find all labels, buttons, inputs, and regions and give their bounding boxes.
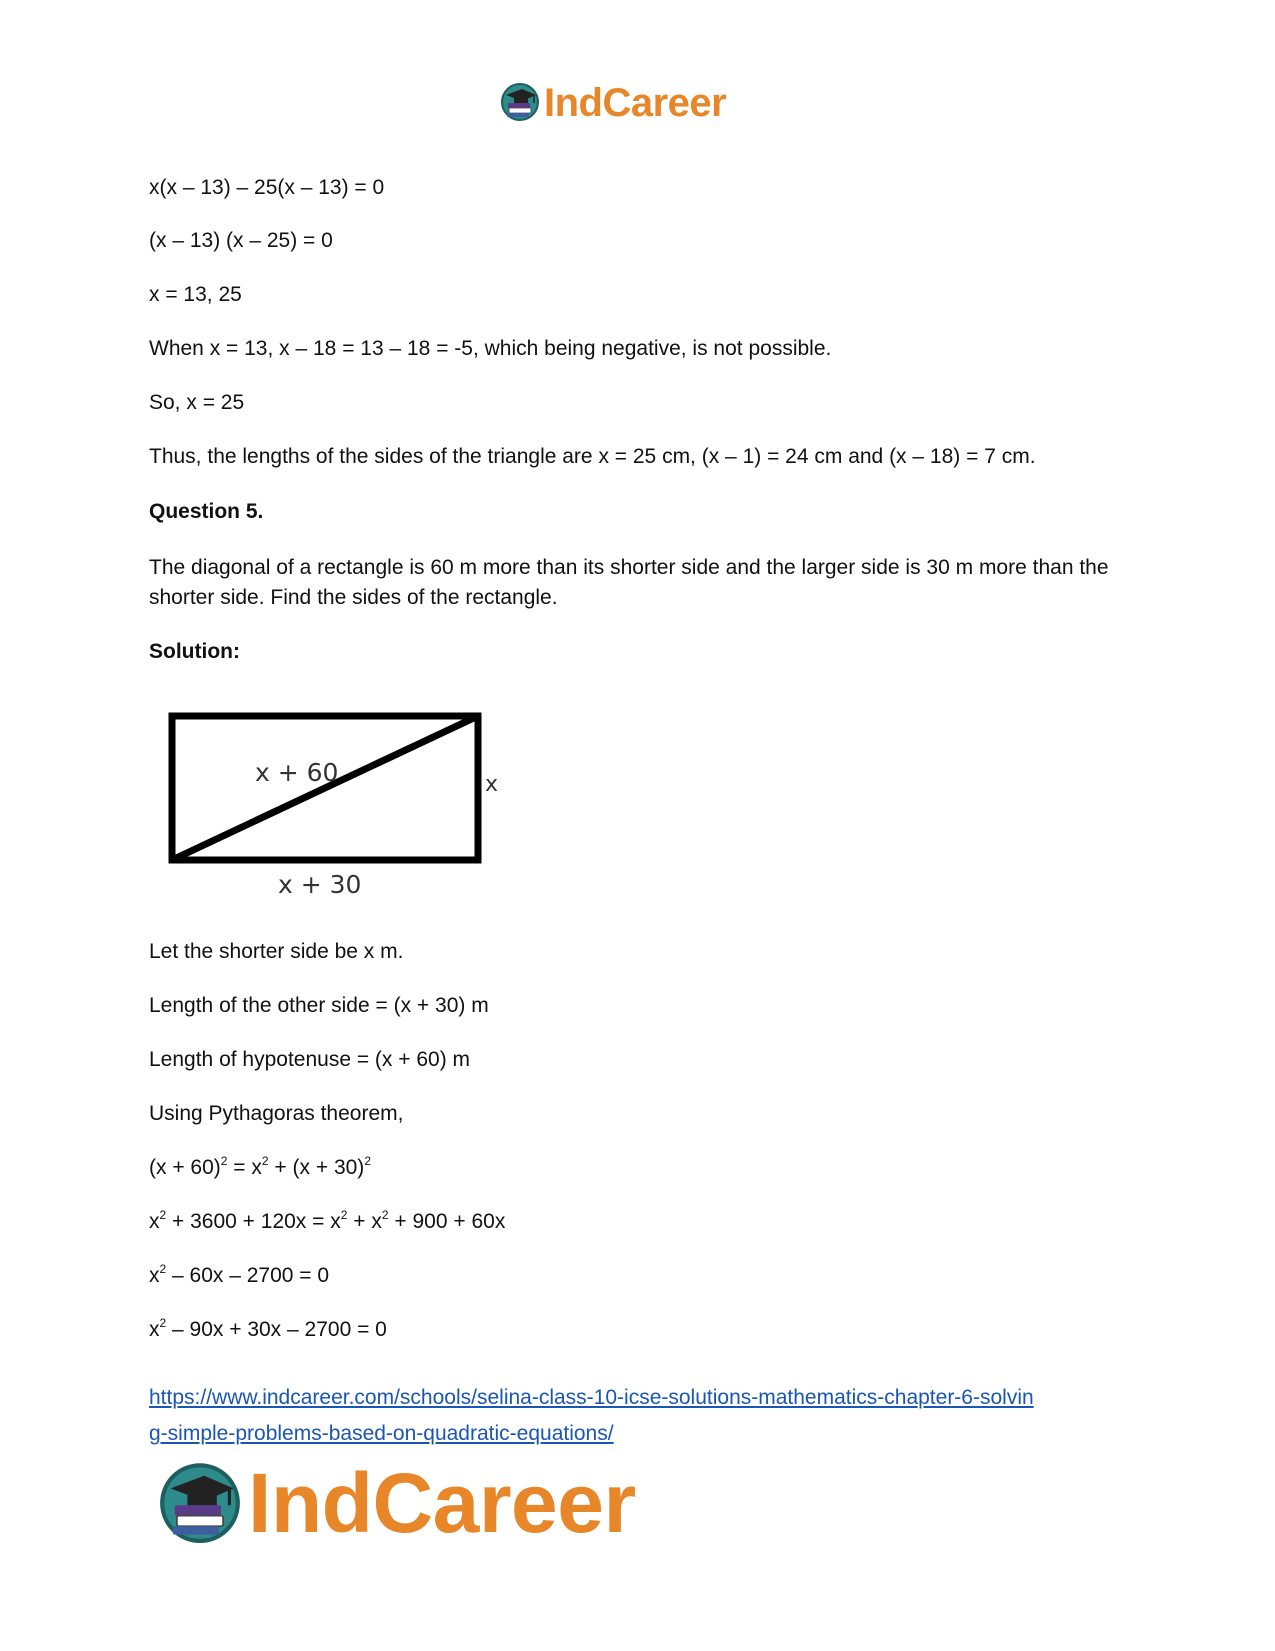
- text-line: Let the shorter side be x m.: [149, 940, 404, 963]
- equation-line: (x – 13) (x – 25) = 0: [149, 229, 333, 252]
- solution-heading: Solution:: [149, 640, 240, 663]
- rectangle-diagram: [160, 712, 520, 912]
- text-line: Using Pythagoras theorem,: [149, 1102, 404, 1125]
- text-line: Length of the other side = (x + 30) m: [149, 994, 489, 1017]
- brand-name: IndCareer: [248, 1456, 636, 1550]
- conclusion-line: Thus, the lengths of the sides of the triangle are x = 25 cm, (x – 1) = 24 cm and (x – 18) = 7 cm.: [149, 445, 1036, 468]
- equation-line: $x^2 - 60x - 2700 = 0$: [149, 1262, 330, 1287]
- question-heading: Question 5.: [149, 500, 264, 523]
- equation-line: So, x = 25: [149, 391, 245, 414]
- equation-line: $x^2 - 90x + 30x - 2700 = 0$: [149, 1316, 387, 1341]
- equation-line: $(x + 60)^2 = x^2 + (x + 30)^2$: [149, 1154, 371, 1179]
- text-line: Length of hypotenuse = (x + 60) m: [149, 1048, 471, 1071]
- header-logo: [500, 78, 726, 128]
- graduation-cap-books-globe-icon: [158, 1459, 242, 1548]
- rectangle-diagonal: [172, 716, 478, 860]
- text-line: When x = 13, x – 18 = 13 – 18 = -5, which being negative, is not possible.: [149, 337, 832, 360]
- diagonal-label: x + 60: [255, 758, 339, 787]
- source-link-line1: https://www.indcareer.com/schools/selina-class-10-icse-solutions-mathematics-chapter-6-solvin: [149, 1386, 1034, 1409]
- side-label: x: [485, 772, 499, 797]
- footer-logo: [158, 1458, 636, 1548]
- source-link[interactable]: [149, 1380, 1129, 1452]
- equation-line: x = 13, 25: [149, 283, 242, 306]
- brand-name: IndCareer: [544, 81, 727, 125]
- source-link-line2: g-simple-problems-based-on-quadratic-equations/: [149, 1422, 614, 1445]
- graduation-cap-books-globe-icon: [500, 81, 540, 126]
- bottom-label: x + 30: [278, 870, 362, 899]
- equation-line: $x^2 + 3600 + 120x = x^2 + x^2 + 900 + 60x$: [149, 1208, 506, 1233]
- question-text: The diagonal of a rectangle is 60 m more than its shorter side and the larger side is 30 m more than the shorter side. Find the sides of the rectangle.: [149, 556, 1109, 609]
- equation-line: x(x – 13) – 25(x – 13) = 0: [149, 176, 385, 199]
